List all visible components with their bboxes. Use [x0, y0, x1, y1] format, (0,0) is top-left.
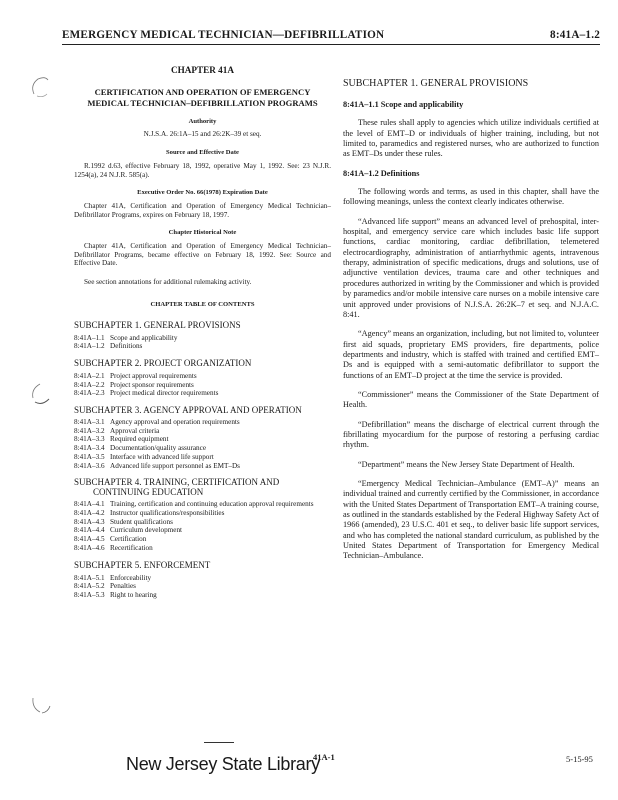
toc-entry-number: 8:41A–3.3	[74, 435, 105, 444]
header-section-number: 8:41A–1.2	[550, 29, 600, 41]
toc-entry-title: Approval criteria	[110, 426, 160, 435]
source-text: R.1992 d.63, effective February 18, 1992, operative May 1, 1992. See: 23 N.J.R. 1254(a), 24 N.J.R. 585(a).	[74, 161, 331, 179]
toc-entry	[74, 462, 331, 471]
toc-entry-title: Agency approval and operation requirements	[110, 418, 240, 427]
toc-entry-number: 8:41A–5.3	[74, 590, 105, 599]
running-header	[62, 28, 600, 45]
toc-entry-title: Enforceability	[110, 573, 152, 582]
definition-agency: “Agency” means an organization, including, but not limited to, volunteer first aid squads, proprietary EMS providers, fire departments, police departments and industry, which is staffed with trained and certified EMT–Ds and is equipped with a semi-automatic defibrillator to support the functions of an EMT–D project at the time the service is provided.	[343, 329, 599, 380]
footer-rule	[204, 742, 234, 743]
page-footer	[0, 752, 618, 782]
toc-entry	[74, 535, 331, 544]
toc-entry	[74, 544, 331, 553]
authority-label: Authority	[188, 117, 217, 125]
section-text-1-1: These rules shall apply to agencies which utilize individuals certified at the level of EMT–D or individuals of higher training, including, but not limited to, paramedics and registered nurses, who are authorized to function as EMT–Ds under these rules.	[343, 118, 599, 159]
table-of-contents	[74, 320, 331, 600]
toc-entry	[74, 591, 331, 600]
toc-entry-title: Recertification	[110, 543, 153, 552]
toc-entry	[74, 342, 331, 351]
toc-subchapter-heading: SUBCHAPTER 4. TRAINING, CERTIFICATION AND CONTINUING EDUCATION	[74, 477, 280, 498]
toc-section-list	[74, 334, 331, 351]
toc-entry	[74, 381, 331, 390]
toc-entry-title: Scope and applicability	[110, 333, 178, 342]
toc-entry-title: Instructor qualifications/responsibilities	[110, 508, 225, 517]
toc-entry	[74, 334, 331, 343]
toc-entry-number: 8:41A–4.6	[74, 543, 105, 552]
toc-entry-number: 8:41A–4.5	[74, 535, 105, 544]
toc-entry-title: Certification	[110, 535, 147, 544]
toc-entry-number: 8:41A–3.5	[74, 452, 105, 461]
executive-order-label: Executive Order No. 66(1978) Expiration Date	[137, 189, 268, 197]
header-title: EMERGENCY MEDICAL TECHNICIAN—DEFIBRILLATION	[62, 29, 385, 41]
toc-subchapter-heading: SUBCHAPTER 1. GENERAL PROVISIONS	[74, 319, 241, 330]
toc-entry-title: Curriculum development	[110, 526, 183, 535]
section-heading-1-2: 8:41A–1.2 Definitions	[343, 168, 420, 178]
annotations-note: See section annotations for additional rulemaking activity.	[84, 278, 252, 287]
toc-subchapter-heading: SUBCHAPTER 3. AGENCY APPROVAL AND OPERATION	[74, 405, 302, 416]
toc-entry-title: Penalties	[110, 582, 136, 591]
toc-entry	[74, 453, 331, 462]
toc-entry	[74, 526, 331, 535]
toc-entry-number: 8:41A–2.2	[74, 380, 105, 389]
toc-entry	[74, 518, 331, 527]
toc-subchapter-heading: SUBCHAPTER 5. ENFORCEMENT	[74, 559, 211, 570]
chapter-title: CERTIFICATION AND OPERATION OF EMERGENCY MEDICAL TECHNICIAN–DEFIBRILLATION PROGRAMS	[87, 86, 318, 108]
definitions-intro: The following words and terms, as used in this chapter, shall have the following meanings, unless the context clearly indicates otherwise.	[343, 187, 599, 207]
section-heading-1-1: 8:41A–1.1 Scope and applicability	[343, 100, 464, 109]
toc-entry	[74, 427, 331, 436]
toc-entry-number: 8:41A–3.2	[74, 426, 105, 435]
toc-entry-title: Advanced life support personnel as EMT–Ds	[110, 461, 240, 470]
toc-entry-title: Required equipment	[110, 435, 169, 444]
toc-entry-number: 8:41A–3.6	[74, 461, 105, 470]
toc-entry	[74, 582, 331, 591]
toc-entry-title: Training, certification and continuing education approval requirements	[110, 500, 314, 509]
punch-hole-mark-middle	[28, 380, 54, 406]
punch-hole-mark-top	[28, 74, 54, 100]
library-stamp: New Jersey State Library	[126, 754, 320, 774]
table-of-contents-label: CHAPTER TABLE OF CONTENTS	[150, 300, 255, 308]
toc-entry-number: 8:41A–1.2	[74, 342, 105, 351]
toc-entry-number: 8:41A–4.3	[74, 517, 105, 526]
chapter-number: CHAPTER 41A	[170, 65, 235, 75]
toc-entry-title: Project sponsor requirements	[110, 380, 194, 389]
revision-date: 5-15-95	[566, 754, 593, 764]
definition-department: “Department” means the New Jersey State Department of Health.	[358, 459, 575, 469]
toc-entry	[74, 574, 331, 583]
toc-entry-title: Student qualifications	[110, 517, 173, 526]
toc-entry-number: 8:41A–4.2	[74, 508, 105, 517]
left-column	[74, 66, 331, 607]
toc-section-list	[74, 500, 331, 552]
toc-entry-title: Right to hearing	[110, 590, 157, 599]
historical-note-text: Chapter 41A, Certification and Operation of Emergency Medical Technician–Defibrillator Programs, became effective on February 18, 1992. See: Source and Effective Date.	[74, 242, 331, 268]
toc-entry-number: 8:41A–1.1	[74, 333, 105, 342]
definition-defibrillation: “Defibrillation” means the discharge of electrical current through the fibrillating myocardium for the purpose of restoring a perfusing cardiac rhythm.	[343, 419, 599, 450]
toc-entry-number: 8:41A–4.4	[74, 526, 105, 535]
historical-note-label: Chapter Historical Note	[168, 229, 237, 237]
toc-entry	[74, 418, 331, 427]
toc-section-list	[74, 372, 331, 398]
executive-order-text: Chapter 41A, Certification and Operation of Emergency Medical Technician–Defibrillator Programs, expires on February 18, 1997.	[74, 201, 331, 219]
source-label: Source and Effective Date	[166, 149, 239, 157]
subchapter-heading: SUBCHAPTER 1. GENERAL PROVISIONS	[343, 78, 529, 89]
right-column	[343, 78, 599, 571]
toc-entry-title: Documentation/quality assurance	[110, 444, 207, 453]
authority-text: N.J.S.A. 26:1A–15 and 26:2K–39 et seq.	[143, 130, 262, 139]
toc-entry-number: 8:41A–3.1	[74, 418, 105, 427]
toc-entry-title: Definitions	[110, 342, 143, 351]
definition-emt-a: “Emergency Medical Technician–Ambulance (EMT–A)” means an individual trained and currently certified by the Commissioner, in accordance with the United States Department of Transportation EMT–A training course, as outlined in the standards established by the Federal Highway Safety Act of 1966 (amended), 23 U.S.C. 401 et seq., to deliver basic life support services, and who has completed the national standard curriculum, as published by the United States Department of Transportation for Emergency Medical Technician–Ambulance.	[343, 478, 599, 561]
toc-entry-number: 8:41A–4.1	[74, 500, 105, 509]
toc-entry	[74, 372, 331, 381]
toc-entry	[74, 444, 331, 453]
toc-entry-number: 8:41A–5.2	[74, 582, 105, 591]
toc-entry-number: 8:41A–3.4	[74, 444, 105, 453]
toc-entry-title: Interface with advanced life support	[110, 452, 214, 461]
toc-section-list	[74, 418, 331, 470]
toc-entry-title: Project medical director requirements	[110, 389, 219, 398]
toc-entry	[74, 389, 331, 398]
toc-entry-number: 8:41A–5.1	[74, 573, 105, 582]
toc-entry-number: 8:41A–2.1	[74, 371, 105, 380]
toc-entry-number: 8:41A–2.3	[74, 389, 105, 398]
toc-section-list	[74, 574, 331, 600]
toc-entry	[74, 435, 331, 444]
page-number: 41A-1	[313, 752, 335, 762]
definition-commissioner: “Commissioner” means the Commissioner of the State Department of Health.	[343, 389, 599, 410]
toc-subchapter-heading: SUBCHAPTER 2. PROJECT ORGANIZATION	[74, 357, 252, 368]
definition-advanced-life-support: “Advanced life support” means an advanced level of prehospital, inter-hospital, and emergency service care which includes basic life support functions, cardiac monitoring, cardiac defibrillation, telemetered electrocardiography, administration of antiarrhythmic agents, intravenous therapy, administration of specific medications, drugs and solutions, use of adjunctive ventilation devices, trauma care and other techniques and procedures authorized in writing by the Commissioner and which is provided by paramedics and/or mobile intensive care nurses on a mobile intensive care unit approved under provisions of N.J.S.A. 26:2K–7 et seq. and N.J.A.C. 8:41.	[343, 216, 599, 319]
toc-entry	[74, 500, 331, 509]
punch-hole-mark-bottom	[28, 690, 54, 716]
toc-entry-title: Project approval requirements	[110, 371, 197, 380]
toc-entry	[74, 509, 331, 518]
